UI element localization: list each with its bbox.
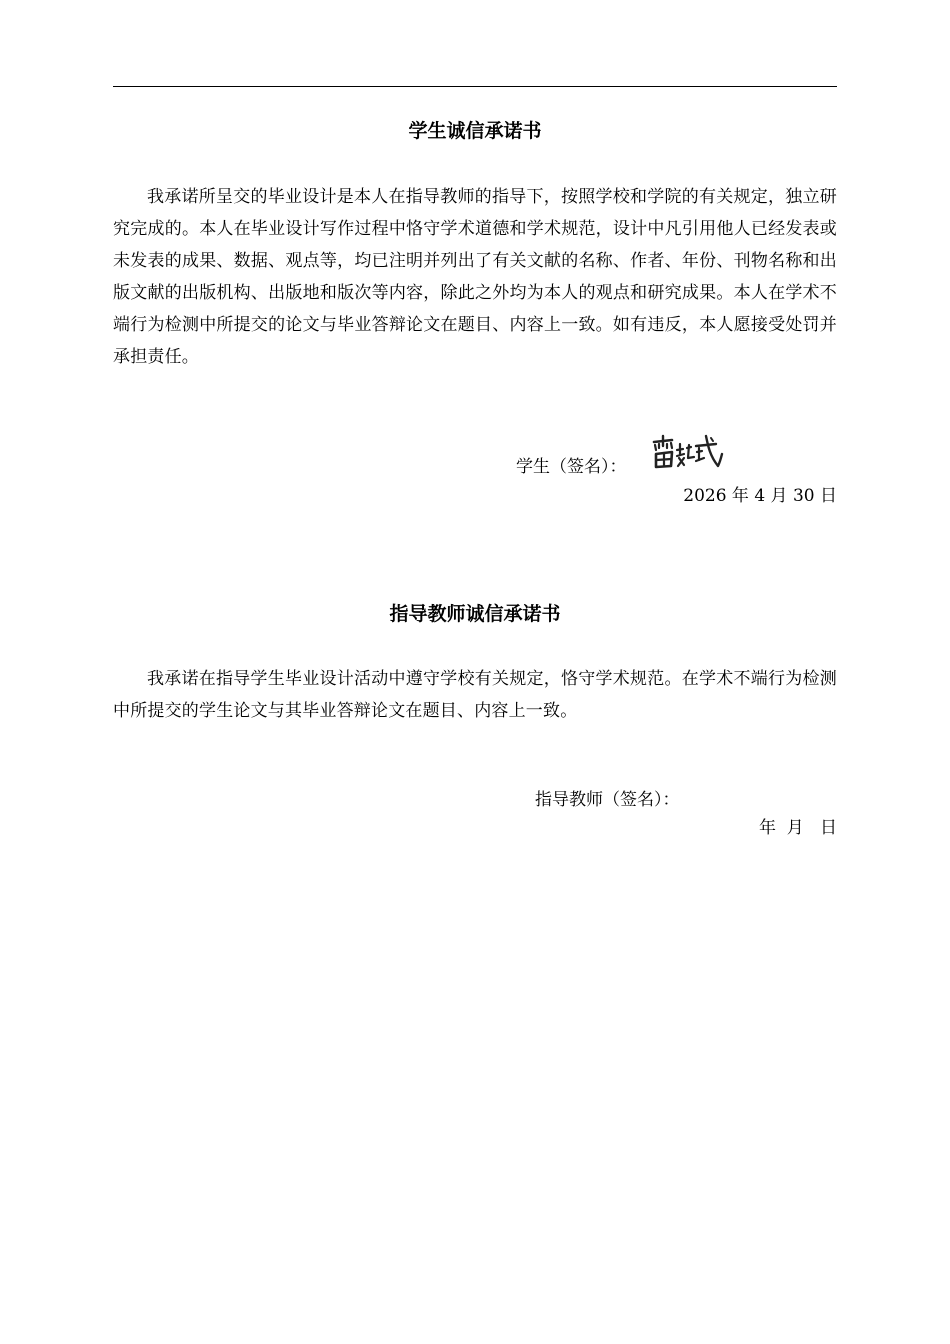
advisor-signature-label: 指导教师（签名）： (535, 790, 680, 810)
advisor-signature-date: 年 月 日 (758, 818, 837, 838)
student-pledge-title: 学生诚信承诺书 (408, 120, 542, 142)
advisor-pledge-body: 我承诺在指导学生毕业设计活动中遵守学校有关规定，恪守学术规范。在学术不端行为检测中所提交的学生论文与其毕业答辩论文在题目、内容上一致。 (113, 669, 837, 721)
student-signature-date: 2026 年 4 月 30 日 (683, 486, 837, 506)
header-rule (113, 86, 837, 87)
student-handwritten-signature (650, 432, 726, 474)
student-pledge-body: 我承诺所呈交的毕业设计是本人在指导教师的指导下，按照学校和学院的有关规定，独立研究完成的。本人在毕业设计写作过程中恪守学术道德和学术规范，设计中凡引用他人已经发表或未发表的成果、数据、观点等，均已注明并列出了有关文献的名称、作者、年份、刊物名称和出版文献的出版机构、出版地和版次等内容，除此之外均为本人的观点和研究成果。本人在学术不端行为检测中所提交的论文与毕业答辩论文在题目、内容上一致。如有违反，本人愿接受处罚并承担责任。 (113, 187, 837, 367)
advisor-pledge-title: 指导教师诚信承诺书 (389, 603, 561, 625)
student-signature-label: 学生（签名）： (516, 457, 627, 477)
